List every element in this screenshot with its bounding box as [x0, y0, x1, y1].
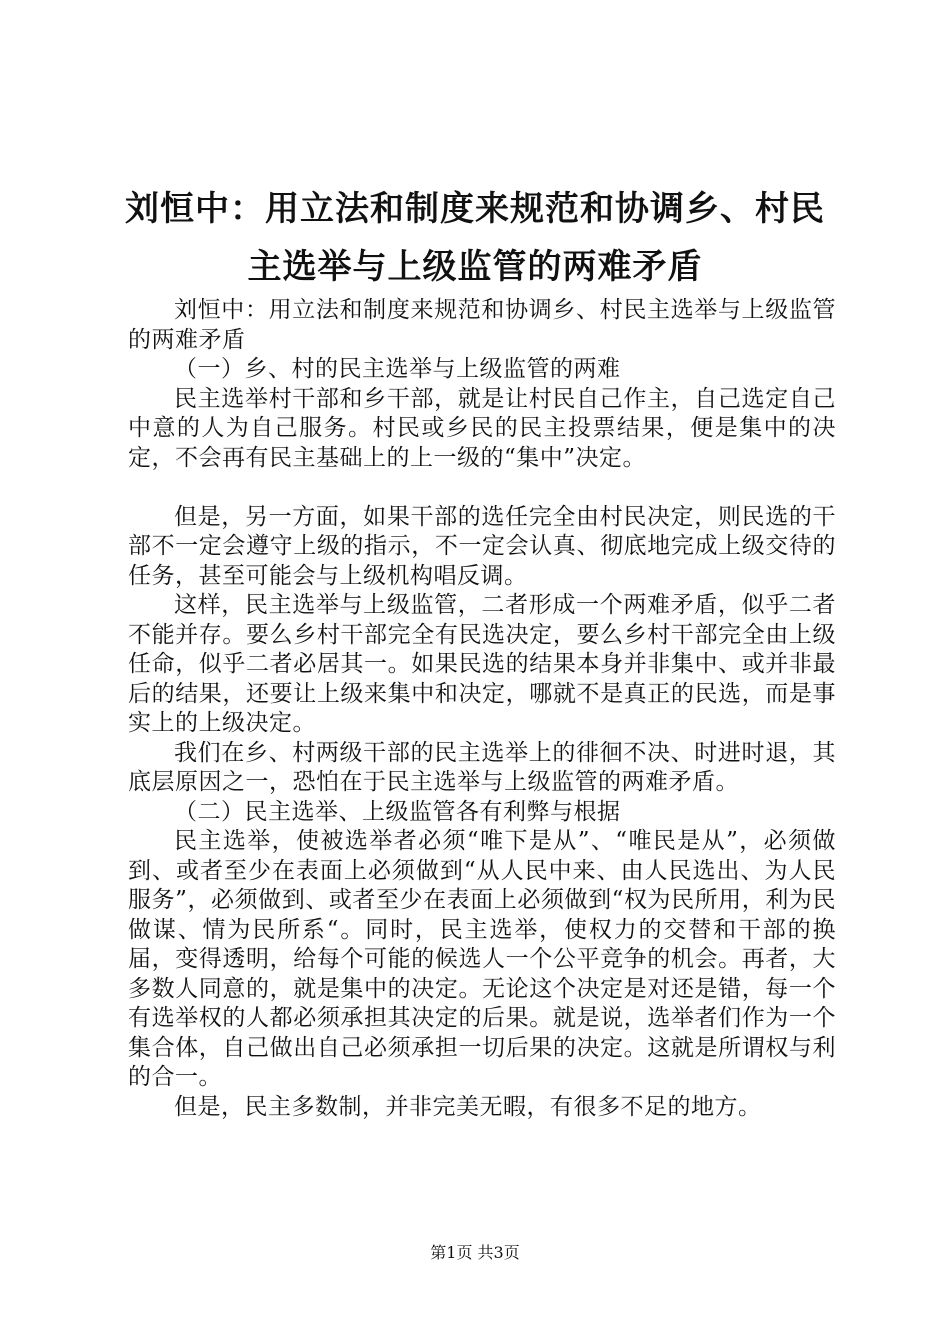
page-footer: 第1页 共3页 — [430, 1243, 520, 1262]
section-heading-2: （二）民主选举、上级监管各有利弊与根据 — [174, 798, 621, 825]
paragraph: 这样，民主选举与上级监管，二者形成一个两难矛盾，似乎二者不能并存。要么乡村干部完全有民选决定，要么乡村干部完全由上级任命，似乎二者必居其一。如果民选的结果本身并非集中、或并非最后的结果，还要让上级来集中和决定，哪就不是真正的民选，而是事实上的上级决定。 — [128, 592, 836, 736]
paragraph: 但是，民主多数制，并非完美无暇，有很多不足的地方。 — [174, 1093, 762, 1120]
paragraph: 民主选举，使被选举者必须“唯下是从”、“唯民是从”，必须做到、或者至少在表面上必须做到“从人民中来、由人民选出、为人民服务”，必须做到、或者至少在表面上必须做到“权为民所用，利为民做谋、情为民所系“。同时，民主选举，使权力的交替和干部的换届，变得透明，给每个可能的候选人一个公平竞争的机会。再者，大多数人同意的，就是集中的决定。无论这个决定是对还是错，每一个有选举权的人都必须承担其决定的后果。就是说，选举者们作为一个集合体，自己做出自己必须承担一切后果的决定。这就是所谓权与利的合一。 — [128, 828, 836, 1090]
section-heading-1: （一）乡、村的民主选举与上级监管的两难 — [174, 356, 621, 382]
paragraph-subtitle: 刘恒中：用立法和制度来规范和协调乡、村民主选举与上级监管的两难矛盾 — [128, 297, 836, 353]
paragraph: 我们在乡、村两级干部的民主选举上的徘徊不决、时进时退，其底层原因之一，恐怕在于民主选举与上级监管的两难矛盾。 — [128, 739, 836, 795]
document-title: 刘恒中：用立法和制度来规范和协调乡、村民主选举与上级监管的两难矛盾 — [125, 189, 825, 287]
paragraph: 但是，另一方面，如果干部的选任完全由村民决定，则民选的干部不一定会遵守上级的指示，不一定会认真、彻底地完成上级交待的任务，甚至可能会与上级机构唱反调。 — [128, 503, 836, 589]
paragraph: 民主选举村干部和乡干部，就是让村民自己作主，自己选定自己中意的人为自己服务。村民或乡民的民主投票结果，便是集中的决定，不会再有民主基础上的上一级的“集中”决定。 — [128, 385, 836, 471]
document-body — [128, 296, 836, 1122]
